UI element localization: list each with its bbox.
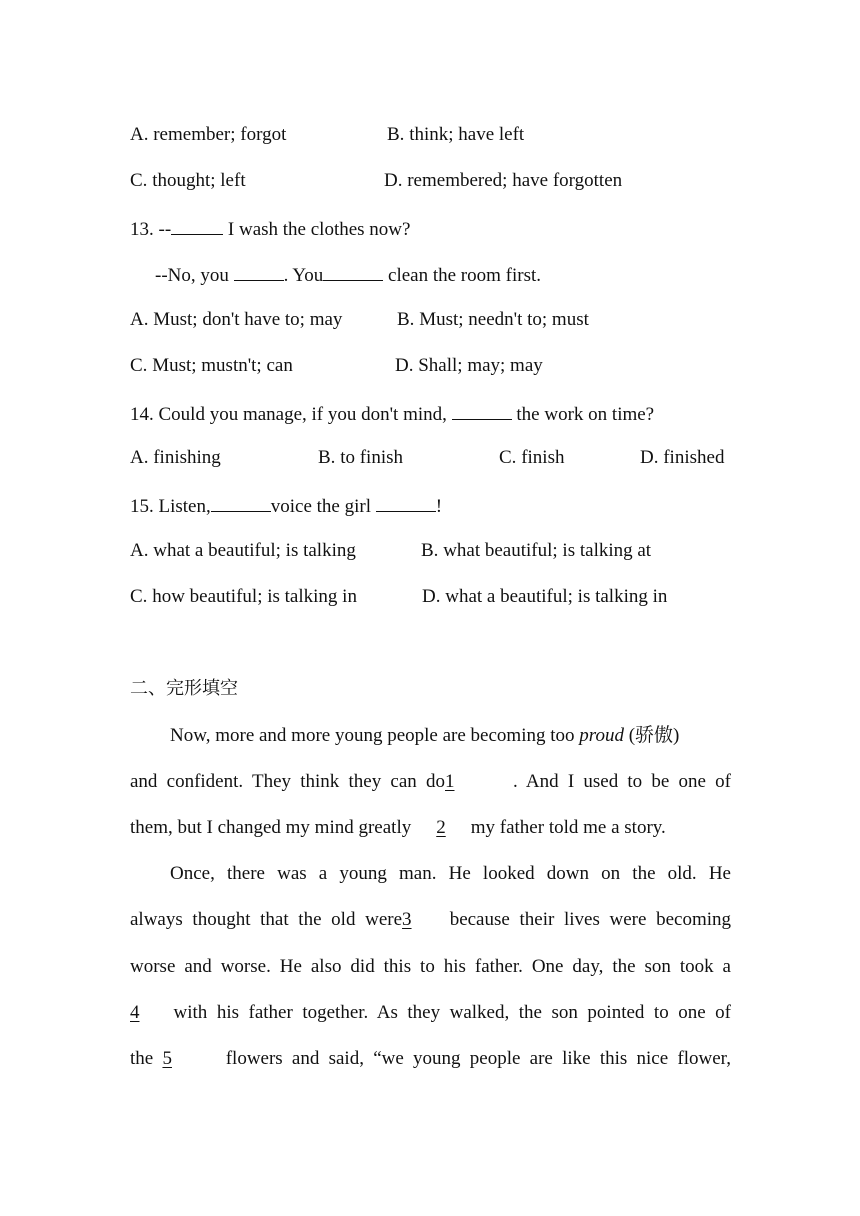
passage-p1-line-1: Now, more and more young people are becoming too proud (骄傲) xyxy=(170,725,680,746)
q14-option-b: B. to finish xyxy=(318,447,403,468)
q14-option-a: A. finishing xyxy=(130,447,221,468)
q14-option-c: C. finish xyxy=(499,447,565,468)
q13-option-c: C. Must; mustn't; can xyxy=(130,355,293,376)
cloze-blank-5: 5 xyxy=(162,1048,172,1069)
q13-option-d: D. Shall; may; may xyxy=(395,355,543,376)
q13-option-b: B. Must; needn't to; must xyxy=(397,309,589,330)
q12-option-a: A. remember; forgot xyxy=(130,124,287,145)
q15-blank-2 xyxy=(376,493,436,512)
passage-p2-line-3: worse and worse. He also did this to his father. One day, the son took a xyxy=(130,956,731,977)
passage-p2-line-4: 4 with his father together. As they walked, the son pointed to one of xyxy=(130,1002,731,1023)
q12-option-b: B. think; have left xyxy=(387,124,525,145)
q13-blank-3 xyxy=(323,262,383,281)
q15-option-d: D. what a beautiful; is talking in xyxy=(422,586,668,607)
q14-option-d: D. finished xyxy=(640,447,725,468)
q13-option-a: A. Must; don't have to; may xyxy=(130,309,343,330)
q15-blank-1 xyxy=(211,493,271,512)
passage-p1-line-3: them, but I changed my mind greatly 2 my father told me a story. xyxy=(130,817,666,838)
q15-stem: 15. Listen, voice the girl ! xyxy=(130,493,442,518)
cloze-blank-3: 3 xyxy=(402,909,412,930)
q15-option-b: B. what beautiful; is talking at xyxy=(421,540,652,561)
passage-p2-line-1: Once, there was a young man. He looked down on the old. He xyxy=(170,863,731,884)
q13-blank-2 xyxy=(234,262,284,281)
q12-option-c: C. thought; left xyxy=(130,170,246,191)
q14-stem: 14. Could you manage, if you don't mind, the work on time? xyxy=(130,401,654,426)
cloze-blank-1: 1 xyxy=(445,771,455,792)
passage-p2-line-5: the 5 flowers and said, “we young people are like this nice flower, xyxy=(130,1048,731,1069)
q13-stem: 13. -- I wash the clothes now? xyxy=(130,216,410,241)
q15-option-a: A. what a beautiful; is talking xyxy=(130,540,356,561)
q15-option-c: C. how beautiful; is talking in xyxy=(130,586,357,607)
q12-option-d: D. remembered; have forgotten xyxy=(384,170,623,191)
q13-blank-1 xyxy=(171,216,223,235)
section-heading-cloze: 二、完形填空 xyxy=(130,678,238,699)
passage-p1-line-2: and confident. They think they can do1 . And I used to be one of xyxy=(130,771,731,792)
q13-response: --No, you . You clean the room first. xyxy=(155,262,541,287)
cloze-blank-4: 4 xyxy=(130,1002,140,1023)
q14-blank xyxy=(452,401,512,420)
passage-p2-line-2: always thought that the old were3 because their lives were becoming xyxy=(130,909,732,930)
cloze-blank-2: 2 xyxy=(436,817,446,838)
